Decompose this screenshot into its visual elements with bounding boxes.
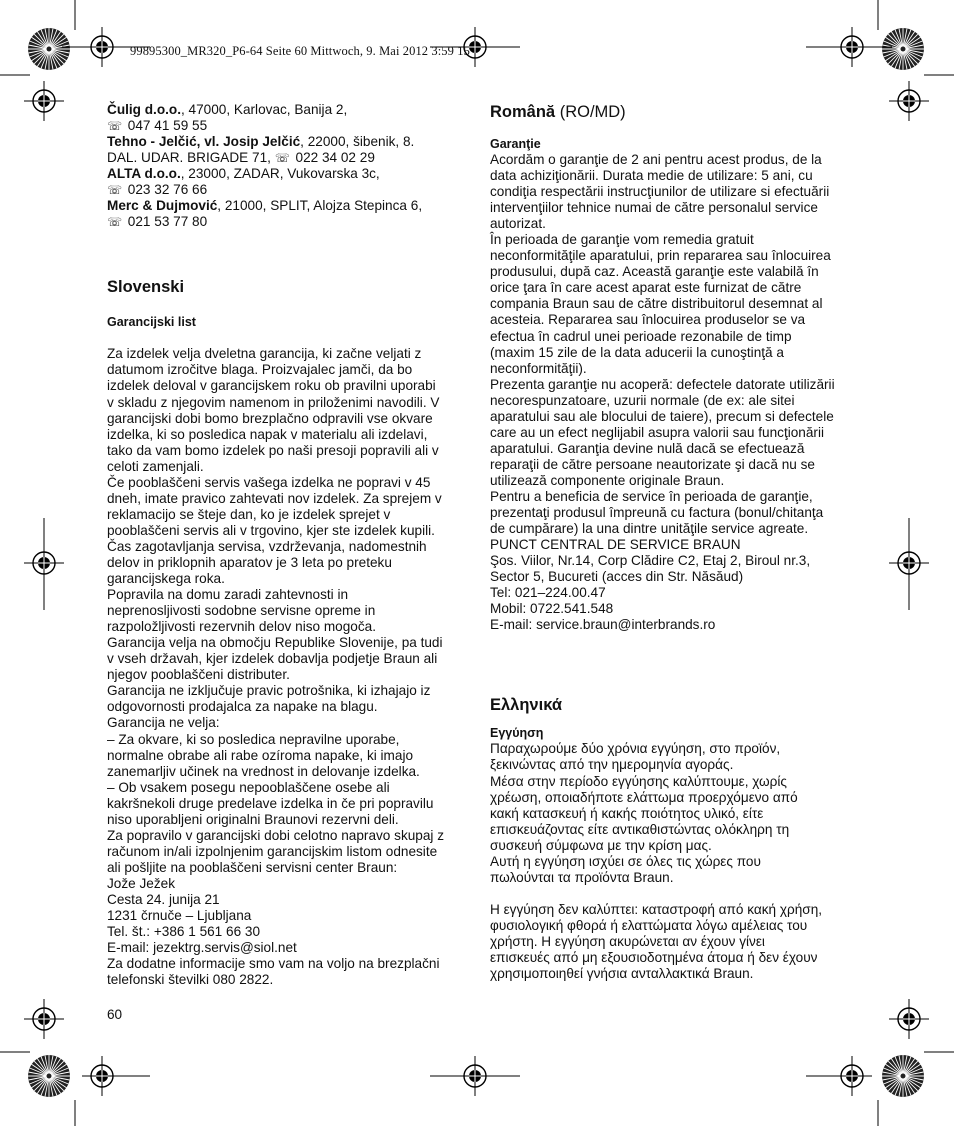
body-line: φυσιολογική φθορά ή ελαττώματα λόγω αμέλειας του — [490, 917, 808, 933]
body-line: Παραχωρούμε δύο χρόνια εγγύηση, στο προϊόν, — [490, 741, 781, 757]
left-column — [107, 102, 467, 988]
romanian-body-text — [490, 152, 850, 633]
page-number: 60 — [107, 1007, 123, 1022]
body-line: condiţia respectării instrucţiunilor de utilizare si efectuării — [490, 184, 830, 200]
greek-body-text — [490, 741, 850, 982]
body-line: autorizat. — [490, 216, 546, 232]
body-line: razpoložljivosti rezervnih delov niso mogoča. — [107, 619, 376, 635]
contact-phone: 022 34 02 29 — [295, 150, 375, 166]
contact-phone-line — [107, 182, 467, 198]
registration-mark-icon-left-middle — [24, 543, 64, 583]
body-line: njegov pooblaščeni distributer. — [107, 667, 290, 683]
contact-name-line — [107, 166, 467, 182]
body-line: επισκευάζοντας είτε αντικαθιστώντας ολόκληρη τη — [490, 821, 790, 837]
contact-phone: 023 32 76 66 — [127, 182, 208, 198]
body-line: Mobil: 0722.541.548 — [490, 601, 614, 617]
body-line: de cumpărare) la una dintre unităţile service agreate. — [490, 521, 809, 537]
body-line: reklamacijo se šteje dan, ko je izdelek sprejet v — [107, 506, 391, 522]
body-line: normalne obrabe ali rabe ozíroma napake, ki imajo — [107, 747, 414, 763]
body-line: Acordăm o garanţie de 2 ani pentru acest produs, de la — [490, 152, 822, 167]
body-line: επισκευές από μη εξουσιοδοτημένα άτομα ή δεν έχουν — [490, 949, 818, 965]
body-line: Cesta 24. junija 21 — [107, 891, 220, 907]
contact-name: Tehno - Jelčić, vl. Josip Jelčić — [107, 134, 301, 150]
body-line: E-mail: jezektrg.servis@siol.net — [107, 940, 297, 956]
body-line: odgovornosti prodajalca za napake na blagu. — [107, 699, 378, 715]
body-line: Čas zagotavljanja servisa, vzdrževanja, nadomestnih — [107, 538, 427, 554]
section-heading-ellinika: Ελληνικά — [490, 696, 562, 715]
body-line: pooblaščeni servis ali v trgovino, kjer ste izdelek kupili. — [107, 522, 435, 538]
body-line: Αυτή η εγγύηση ισχύει σε όλες τις χώρες που — [490, 853, 761, 869]
body-line: Tel: 021–224.00.47 — [490, 585, 606, 601]
body-line: Pentru a beneficia de service în perioada de garanţie, — [490, 488, 813, 504]
body-line: ali pošljite na pooblaščeni servisni center Braun: — [107, 859, 398, 875]
body-line: celoti zamenjali. — [107, 458, 204, 474]
body-line: (maxim 15 zile de la data aducerii la cunoştinţă a — [490, 344, 784, 360]
body-line: PUNCT CENTRAL DE SERVICE BRAUN — [490, 537, 741, 553]
body-line: kakršnekoli druge predelave izdelka in če pri popravilu — [107, 795, 434, 811]
body-line: neconformităţii). — [490, 360, 587, 376]
body-line: Garancija velja na območju Republike Slovenije, pa tudi — [107, 635, 443, 651]
section-heading-slovenski: Slovenski — [107, 278, 185, 297]
body-line: necorespunzatoare, uzurii normale (de ex: ale sitei — [490, 392, 795, 408]
body-line: telefonski številki 080 2822. — [107, 972, 274, 988]
body-line: συσκευή σύμφωνα με την κρίση μας. — [490, 837, 712, 853]
body-line: Tel. št.: +386 1 561 66 30 — [107, 924, 261, 940]
registration-mark-icon-right-lower — [889, 999, 929, 1039]
section-subheading: Garanţie — [490, 137, 541, 151]
body-line: κακή κατασκευή ή κακής ποιότητος υλικό, είτε — [490, 805, 764, 821]
registration-mark-icon-left-lower — [24, 999, 64, 1039]
body-line: Sector 5, Bucureti (acces din Str. Năsăud) — [490, 569, 744, 585]
body-line: E-mail: service.braun@interbrands.ro — [490, 617, 716, 633]
body-line: χρέωση, οποιαδήποτε ελάττωμα προερχόμενο από — [490, 789, 798, 805]
body-line: acesteia. Repararea sau înlocuirea produselor se va — [490, 312, 806, 328]
contact-phone-line — [107, 150, 467, 166]
body-line: niso uporabljeni originalni Braunovi rezervni deli. — [107, 811, 399, 827]
body-line: ξεκινώντας από την ημερομηνία αγοράς. — [490, 757, 734, 773]
body-line: În perioada de garanţie vom remedia gratuit — [490, 232, 754, 248]
body-line: Če pooblaščeni servis vašega izdelka ne popravi v 45 — [107, 474, 431, 490]
contact-name: Merc & Dujmović — [107, 198, 218, 214]
print-header: 99895300_MR320_P6-64 Seite 60 Mittwoch, 9. Mai 2012 3:59 15 — [130, 44, 470, 58]
body-line: Za izdelek velja dveletna garancija, ki začne veljati z — [107, 346, 422, 362]
body-line: orice ţara în care acest aparat este furnizat de către — [490, 280, 802, 296]
contact-address-cont: DAL. UDAR. BRIGADE 71, — [107, 150, 275, 166]
contact-address: , 47000, Karlovac, Banija 2, — [181, 102, 348, 117]
registration-mark-icon-right-middle — [889, 543, 929, 583]
body-line: Garancija ne velja: — [107, 715, 220, 731]
body-line: data achiziţionării. Durata medie de utilizare: 5 ani, cu — [490, 168, 813, 184]
body-line: utilizează componente originale Braun. — [490, 472, 725, 488]
body-line: neconformităţile aparatului, prin repararea sau înlocuirea — [490, 248, 831, 264]
contact-list — [107, 102, 467, 230]
contact-name-line — [107, 102, 467, 118]
body-line: Garancija ne izključuje pravic potrošnika, ki izhajajo iz — [107, 683, 431, 699]
body-line: Μέσα στην περίοδο εγγύησης καλύπτουμε, χωρίς — [490, 773, 787, 789]
contact-phone-line — [107, 214, 467, 230]
section-subheading: Εγγύηση — [490, 726, 544, 741]
section-subheading: Garancijski list — [107, 315, 196, 330]
contact-phone-line — [107, 118, 467, 134]
body-line: prezentaţi produsul împreună cu factura (bonul/chitanţa — [490, 505, 824, 521]
registration-mark-icon-bottom-center — [455, 1056, 495, 1096]
phone-icon: ☏ — [274, 151, 290, 166]
body-line: računom in/ali izpolnjenim garancijskim listom odnesite — [107, 843, 438, 859]
body-line: tako da vam bomo izdelek po naši presoji popravili ali v — [107, 442, 439, 458]
body-line: – Ob vsakem posegu nepooblaščene osebe ali — [107, 779, 390, 795]
body-line: delov in priklopnih aparatov je 3 leta po preteku — [107, 554, 392, 570]
contact-address: , 23000, ZADAR, Vukovarska 3c, — [180, 166, 380, 182]
body-line: Prezenta garanţie nu acoperă: defectele datorate utilizării — [490, 376, 835, 392]
phone-icon: ☏ — [107, 183, 123, 198]
registration-mark-icon-top-left — [82, 27, 122, 67]
heading-region: (RO/MD) — [555, 103, 626, 121]
registration-mark-icon-bottom-left — [82, 1056, 122, 1096]
body-line: Η εγγύηση δεν καλύπτει: καταστροφή από κακή χρήση, — [490, 901, 823, 917]
body-line: aparatului sau ale blocului de taiere), precum si defectele — [490, 408, 834, 424]
body-line: neprenosljivosti sodobne servisne opreme in — [107, 603, 376, 619]
contact-name: ALTA d.o.o. — [107, 166, 181, 182]
contact-name: Čulig d.o.o. — [107, 102, 181, 117]
body-line: χρήστη. Η εγγύηση ακυρώνεται αν έχουν γίνει — [490, 933, 765, 949]
body-line: intervenţiilor tehnice numai de către personalul service — [490, 200, 818, 216]
body-line: v skladu z njegovim namenom in priloženimi navodili. V — [107, 394, 440, 410]
registration-mark-icon-left-upper — [24, 81, 64, 121]
body-line: – Za okvare, ki so posledica nepravilne uporabe, — [107, 731, 400, 747]
body-line: izdelek deloval v garancijskem roku ob pravilni uporabi — [107, 378, 436, 394]
body-line: garancijski dobi bomo brezplačno odpravili vse okvare — [107, 410, 433, 426]
slovenian-body-text — [107, 346, 467, 988]
contact-name-line — [107, 198, 467, 214]
registration-mark-icon-top-right — [832, 27, 872, 67]
body-line: datumom izročitve blaga. Proizvajalec jamči, da bo — [107, 362, 413, 378]
color-wheel-icon-top-right — [882, 28, 924, 70]
contact-address: , 22000, šibenik, 8. — [300, 134, 415, 150]
registration-mark-icon-right-upper — [889, 81, 929, 121]
body-line: πωλούνται τα προϊόντα Braun. — [490, 869, 674, 885]
phone-icon: ☏ — [107, 215, 123, 230]
body-line: produsului, după caz. Această garanţie este valabilă în — [490, 264, 819, 280]
body-line: care au un efect neglijabil asupra valorii sau funcţionării — [490, 424, 824, 440]
body-line: garancijskega roka. — [107, 571, 225, 587]
body-line: Jože Ježek — [107, 875, 176, 891]
body-line: 1231 črnuče – Ljubljana — [107, 908, 252, 924]
body-line: zanemarljiv učinek na vrednost in delovanje izdelka. — [107, 763, 420, 779]
body-line: Za dodatne informacije smo vam na voljo na brezplačni — [107, 956, 440, 972]
body-line: χρησιμοποιηθεί γνήσια ανταλλακτικά Braun. — [490, 966, 754, 982]
contact-phone: 047 41 59 55 — [127, 118, 208, 134]
right-column — [490, 102, 850, 982]
body-line: dneh, imate pravico zahtevati nov izdelek. Za sprejem v — [107, 490, 442, 506]
body-line: izdelka, ki so posledica napak v materialu ali izdelavi, — [107, 426, 428, 442]
body-line: Popravila na domu zaradi zahtevnosti in — [107, 587, 349, 603]
registration-mark-icon-bottom-right — [832, 1056, 872, 1096]
color-wheel-icon-bottom-left — [28, 1055, 70, 1097]
body-line: Za popravilo v garancijski dobi celotno napravo skupaj z — [107, 827, 445, 843]
contact-name-line — [107, 134, 467, 150]
body-line: efectua în cadrul unei perioade rezonabile de timp — [490, 328, 792, 344]
body-line: compania Braun sau de către distribuitorul desemnat al — [490, 296, 823, 312]
color-wheel-icon-top-left — [28, 28, 70, 70]
body-line: Şos. Viilor, Nr.14, Corp Clădire C2, Etaj 2, Biroul nr.3, — [490, 553, 811, 569]
body-line: v vseh državah, kjer izdelek dobavlja podjetje Braun ali — [107, 651, 438, 667]
heading-language: Română — [490, 103, 556, 121]
contact-address: , 21000, SPLIT, Alojza Stepinca 6, — [217, 198, 423, 214]
color-wheel-icon-bottom-right — [882, 1055, 924, 1097]
contact-phone: 021 53 77 80 — [127, 214, 208, 230]
section-heading-romana — [490, 102, 850, 122]
body-line: reparaţii de către persoane neautorizate şi dacă nu se — [490, 456, 815, 472]
body-line: aparatului. Garanţia devine nulă dacă se efectuează — [490, 440, 805, 456]
phone-icon: ☏ — [107, 119, 123, 134]
